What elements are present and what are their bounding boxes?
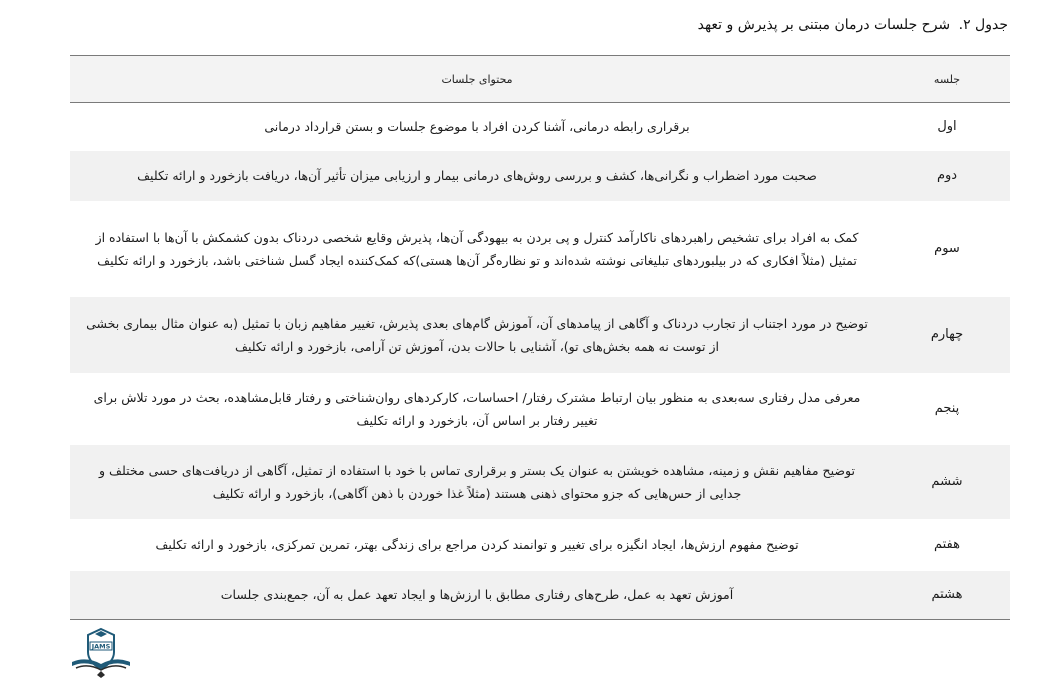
session-content: صحبت مورد اضطراب و نگرانی‌ها، کشف و بررسی روش‌های درمانی بیمار و ارزیابی میزان تأثیر آن‌ها، دریافت بازخورد و ارائه تکلیف xyxy=(137,168,817,183)
session-number: سوم xyxy=(934,241,960,256)
journal-logo-graphic xyxy=(66,626,136,678)
table-row xyxy=(70,297,1010,373)
session-content: توضیح مفاهیم نقش و زمینه، مشاهده خویشتن به عنوان یک بستر و برقراری تماس با خود با استفاده از تمثیل، آگاهی از دریافت‌های حسی مختلف و جدایی از حس‌هایی که جزو محتوای ذهنی هستند (مثلاً غذا خوردن با ذهن آگاهی)، بازخورد و ارائه تکلیف xyxy=(99,462,855,501)
table-row xyxy=(70,201,1010,297)
table-caption-label: جدول ۲. xyxy=(958,17,1008,33)
sessions-table xyxy=(70,55,1010,620)
table-caption xyxy=(698,17,1008,33)
table-row xyxy=(70,571,1010,620)
table-row xyxy=(70,373,1010,445)
session-content: کمک به افراد برای تشخیص راهبردهای ناکارآمد کنترل و پی بردن به بیهودگی آن‌ها، پذیرش وقایع شخصی دردناک بدون کشمکش با آن‌ها با استفاده از تمثیل (مثلاً افکاری که در بیلبوردهای تبلیغاتی نوشته شده‌اند و تو نظاره‌گر آن‌ها هستی)که کمک‌کننده ایجاد گسل شناختی باشد، بازخورد و ارائه تکلیف xyxy=(95,229,859,268)
table-row xyxy=(70,103,1010,151)
session-number: هشتم xyxy=(931,587,963,603)
logo-text: JAMS xyxy=(91,642,111,651)
header-content: محتوای جلسات xyxy=(441,72,513,86)
session-number: هفتم xyxy=(933,537,960,552)
journal-logo-icon xyxy=(66,626,136,678)
table-row xyxy=(70,519,1010,571)
session-number: ششم xyxy=(931,474,963,489)
session-content: برقراری رابطه درمانی، آشنا کردن افراد با موضوع جلسات و بستن قرارداد درمانی xyxy=(264,119,690,135)
table-row xyxy=(70,151,1010,201)
header-session: جلسه xyxy=(933,72,961,86)
session-number: اول xyxy=(937,119,957,135)
session-content: توضیح در مورد اجتناب از تجارب دردناک و آگاهی از پیامدهای آن، آموزش گام‌های بعدی پذیرش، تغییر مفاهیم زبان با تمثیل (به عنوان مثال بیماری بخشی از توست نه همه بخش‌های تو)، آشنایی با حالات بدن، آموزش تن آرامی، بازخورد و ارائه تکلیف xyxy=(86,315,868,354)
session-number: دوم xyxy=(936,168,958,183)
table-row xyxy=(70,445,1010,519)
session-number: پنجم xyxy=(934,401,960,416)
session-content: توضیح مفهوم ارزش‌ها، ایجاد انگیزه برای تغییر و توانمند کردن مراجع برای زندگی بهتر، تمرین تمرکزی، بازخورد و ارائه تکلیف xyxy=(155,537,799,552)
session-number: چهارم xyxy=(930,327,964,342)
table-caption-title: شرح جلسات درمان مبتنی بر پذیرش و تعهد xyxy=(697,17,951,33)
table-header-row xyxy=(70,56,1010,103)
session-content: آموزش تعهد به عمل، طرح‌های رفتاری مطابق با ارزش‌ها و ایجاد تعهد عمل به آن، جمع‌بندی جلسات xyxy=(220,587,734,603)
session-content: معرفی مدل رفتاری سه‌بعدی به منظور بیان ارتباط مشترک رفتار/ احساسات، کارکردهای روان‌شناختی و رفتار قابل‌مشاهده، بحث در مورد تلاش برای تغییر رفتار بر اساس آن، بازخورد و ارائه تکلیف xyxy=(93,389,861,428)
